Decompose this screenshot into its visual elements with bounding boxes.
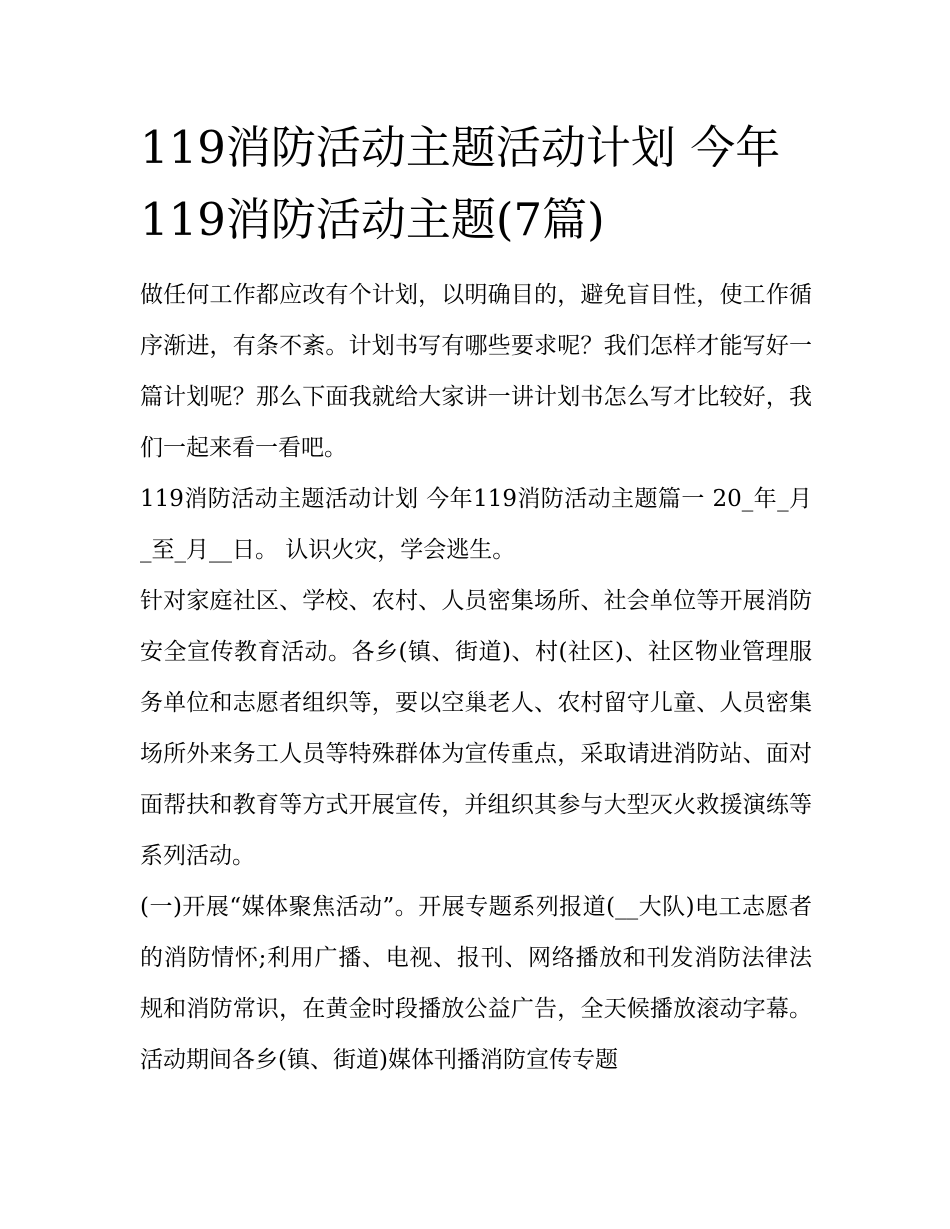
paragraph-plan-heading: 119消防活动主题活动计划 今年119消防活动主题篇一 20_年_月_至_月__日。 认识火灾，学会逃生。: [140, 486, 812, 563]
paragraph-targets: 针对家庭社区、学校、农村、人员密集场所、社会单位等开展消防安全宣传教育活动。各乡(镇、街道)、村(社区)、社区物业管理服务单位和志愿者组织等，要以空巢老人、农村留守儿童、人员密集场所外来务工人员等特殊群体为宣传重点，采取请进消防站、面对面帮扶和教育等方式开展宣传，并组织其参与大型灭火救援演练等系列活动。: [140, 588, 812, 869]
paragraph-intro: 做任何工作都应改有个计划，以明确目的，避免盲目性，使工作循序渐进，有条不紊。计划书写有哪些要求呢？我们怎样才能写好一篇计划呢？那么下面我就给大家讲一讲计划书怎么写才比较好，我们一起来看一看吧。: [140, 282, 812, 461]
paragraph-media-activity: (一)开展“媒体聚焦活动”。开展专题系列报道(__大队)电工志愿者的消防情怀;利用广播、电视、报刊、网络播放和刊发消防法律法规和消防常识，在黄金时段播放公益广告，全天候播放滚动字幕。活动期间各乡(镇、街道)媒体刊播消防宣传专题: [140, 894, 812, 1073]
document-body: [140, 112, 812, 1086]
document-title: 119消防活动主题活动计划 今年119消防活动主题(7篇): [140, 121, 781, 246]
